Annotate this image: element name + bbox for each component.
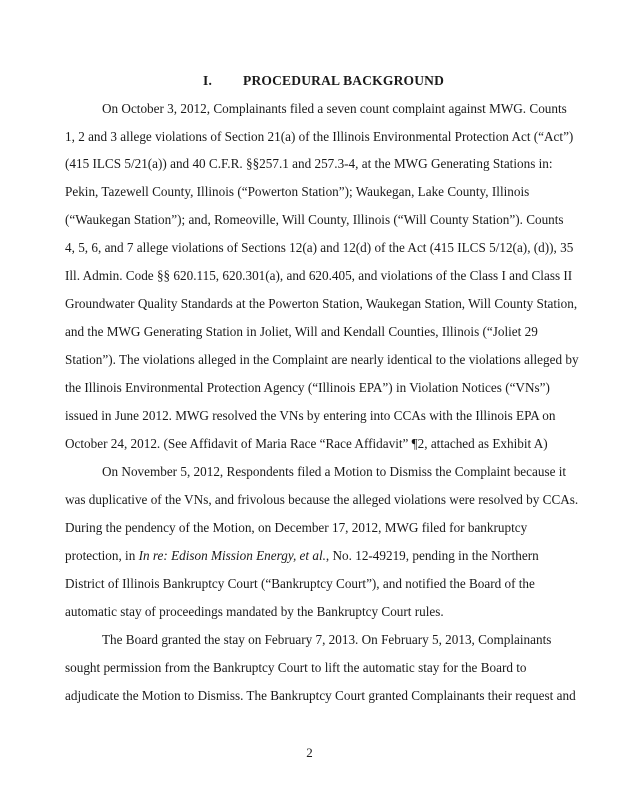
paragraph-1-line-7: Ill. Admin. Code §§ 620.115, 620.301(a), and 620.405, and violations of the Class I and Class II xyxy=(65,268,573,283)
paragraph-1-line-3: (415 ILCS 5/21(a)) and 40 C.F.R. §§257.1 and 257.3-4, at the MWG Generating Stations in: xyxy=(65,156,553,171)
paragraph-2-line-6: automatic stay of proceedings mandated by the Bankruptcy Court rules. xyxy=(65,604,444,619)
paragraph-1-line-2: 1, 2 and 3 allege violations of Section 21(a) of the Illinois Environmental Protection Act (“Act”) xyxy=(65,129,574,144)
paragraph-1-line-11: the Illinois Environmental Protection Agency (“Illinois EPA”) in Violation Notices (“VNs”) xyxy=(65,380,550,395)
paragraph-1-line-9: and the MWG Generating Station in Joliet, Will and Kendall Counties, Illinois (“Joliet 29 xyxy=(65,324,538,339)
paragraph-1-line-12: issued in June 2012. MWG resolved the VNs by entering into CCAs with the Illinois EPA on xyxy=(65,408,556,423)
paragraph-2-line-1: On November 5, 2012, Respondents filed a Motion to Dismiss the Complaint because it xyxy=(102,464,567,479)
paragraph-1-line-6: 4, 5, 6, and 7 allege violations of Sections 12(a) and 12(d) of the Act (415 ILCS 5/12(a), (d)), 35 xyxy=(65,240,574,255)
page-number: 2 xyxy=(306,745,313,760)
section-title: PROCEDURAL BACKGROUND xyxy=(243,73,445,88)
paragraph-2-line-5: District of Illinois Bankruptcy Court (“Bankruptcy Court”), and notified the Board of the xyxy=(65,576,535,591)
paragraph-2-line-2: was duplicative of the VNs, and frivolous because the alleged violations were resolved by CCAs. xyxy=(65,492,579,507)
paragraph-1-line-1: On October 3, 2012, Complainants filed a seven count complaint against MWG. Counts xyxy=(102,101,567,116)
paragraph-2-line-4-lead: protection, in xyxy=(65,548,139,563)
paragraph-1-line-10: Station”). The violations alleged in the Complaint are nearly identical to the violations alleged by xyxy=(65,352,579,367)
paragraph-1-line-8: Groundwater Quality Standards at the Powerton Station, Waukegan Station, Will County Station, xyxy=(65,296,578,311)
paragraph-3-line-2: sought permission from the Bankruptcy Court to lift the automatic stay for the Board to xyxy=(65,660,527,675)
paragraph-1-line-13: October 24, 2012. (See Affidavit of Maria Race “Race Affidavit” ¶2, attached as Exhibit A) xyxy=(65,436,548,451)
paragraph-2-line-4-tail: , No. 12-49219, pending in the Northern xyxy=(325,548,539,563)
case-name: In re: Edison Mission Energy, et al. xyxy=(138,548,326,563)
paragraph-1-line-4: Pekin, Tazewell County, Illinois (“Powerton Station”); Waukegan, Lake County, Illinois xyxy=(65,184,530,199)
paragraph-3-line-3: adjudicate the Motion to Dismiss. The Bankruptcy Court granted Complainants their request and xyxy=(65,688,576,703)
paragraph-3-line-1: The Board granted the stay on February 7, 2013. On February 5, 2013, Complainants xyxy=(102,632,552,647)
section-number: I. xyxy=(203,73,213,88)
paragraph-2-line-4 xyxy=(65,548,539,564)
paragraph-2-line-3: During the pendency of the Motion, on December 17, 2012, MWG filed for bankruptcy xyxy=(65,520,528,535)
paragraph-1-line-5: (“Waukegan Station”); and, Romeoville, Will County, Illinois (“Will County Station”). Counts xyxy=(65,212,564,227)
